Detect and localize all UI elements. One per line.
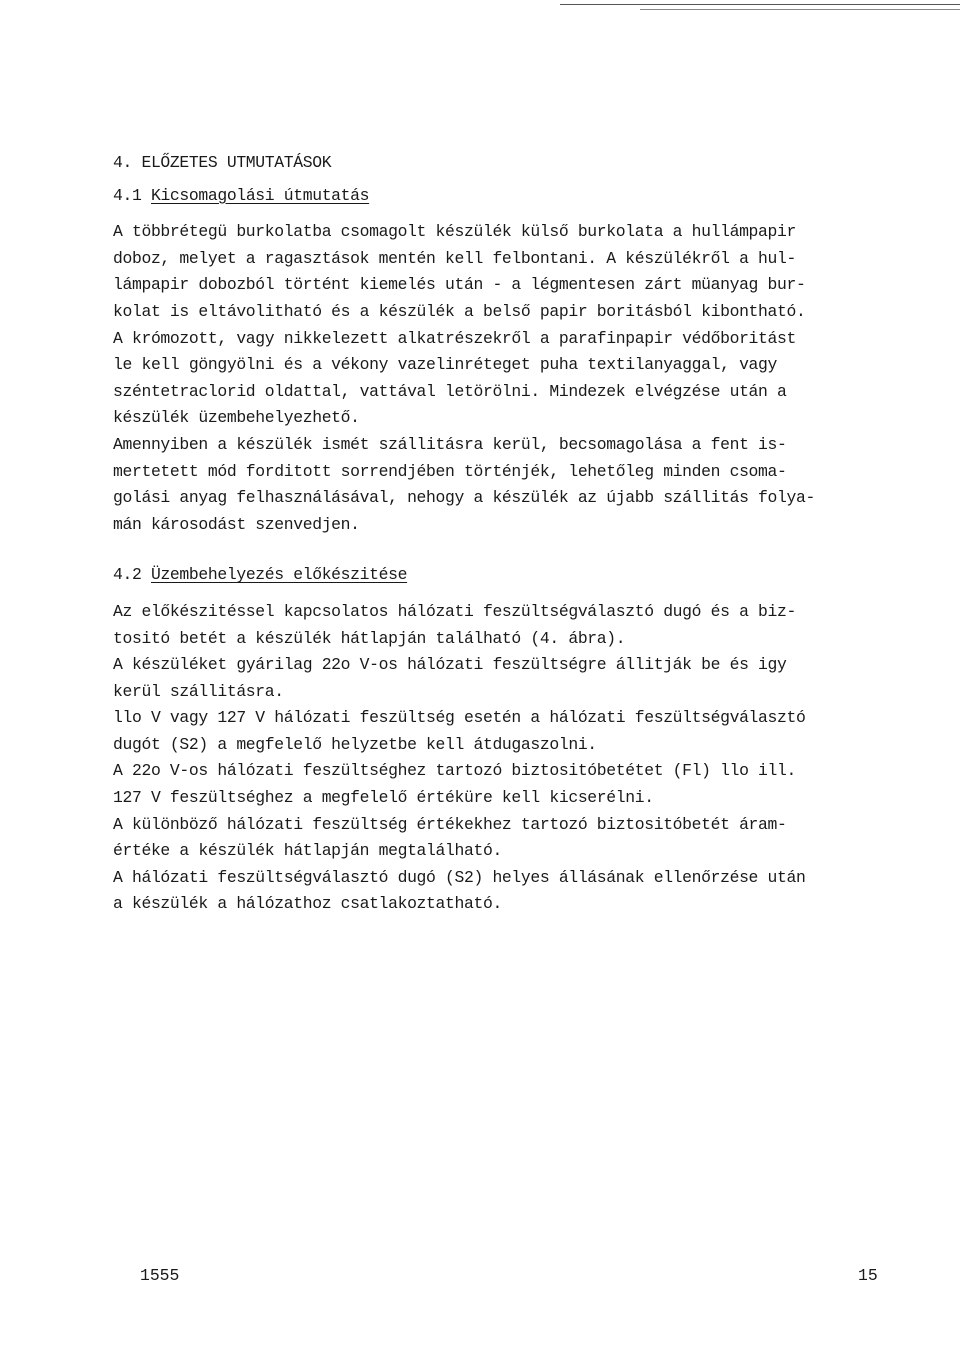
main-heading: 4. ELŐZETES UTMUTATÁSOK [113,153,332,172]
paragraph-line: a készülék a hálózathoz csatlakoztatható. [113,894,502,914]
paragraph-line: kolat is eltávolitható és a készülék a belső papir boritásból kibontható. [113,301,806,321]
paragraph-line: llo V vagy 127 V hálózati feszültség esetén a hálózati feszültségválasztó [113,708,806,728]
section-2-heading [113,562,913,589]
paragraph-line: készülék üzembehelyezhető. [113,408,360,428]
section-1-number: 4.1 [113,185,151,205]
paragraph-line: golási anyag felhasználásával, nehogy a készülék az újabb szállitás folya- [113,488,815,508]
section-1-heading [113,183,913,210]
paragraph-line: A többrétegü burkolatba csomagolt készülék külső burkolata a hullámpapir [113,222,796,242]
paragraph-line: értéke a készülék hátlapján megtalálható. [113,841,502,861]
paragraph-line: mertetett mód forditott sorrendjében történjék, lehetőleg minden csoma- [113,461,787,481]
paragraph-line: Amennyiben a készülék ismét szállitásra kerül, becsomagolása a fent is- [113,434,787,454]
paragraph-line: dugót (S2) a megfelelő helyzetbe kell átdugaszolni. [113,734,597,754]
paragraph-line: mán károsodást szenvedjen. [113,514,360,534]
paragraph-line: 127 V feszültséghez a megfelelő értéküre kell kicserélni. [113,788,654,808]
section-2-title: Üzembehelyezés előkészitése [150,565,408,585]
paragraph-line: Az előkészitéssel kapcsolatos hálózati feszültségválasztó dugó és a biz- [113,601,796,621]
paragraph-line: lámpapir dobozból történt kiemelés után - a légmentesen zárt müanyag bur- [113,275,806,295]
paragraph-line: tositó betét a készülék hátlapján található (4. ábra). [113,628,626,648]
section-1-body [113,219,913,538]
section-1-title: Kicsomagolási útmutatás [150,185,370,205]
paragraph-line: kerül szállitásra. [113,681,284,701]
section-2-body [113,599,913,918]
paragraph-line: A készüléket gyárilag 22o V-os hálózati feszültségre állitják be és igy [113,655,787,675]
paragraph-line: A krómozott, vagy nikkelezett alkatrészekről a parafinpapir védőboritást [113,328,796,348]
document-code: 1555 [140,1266,180,1285]
paragraph-line: A 22o V-os hálózati feszültséghez tartozó biztositóbetétet (Fl) llo ill. [113,761,796,781]
section-2-number: 4.2 [113,565,151,585]
top-edge-rule-secondary [640,9,960,10]
page-number: 15 [858,1266,878,1285]
paragraph-line: le kell göngyölni és a vékony vazelinréteget puha textilanyaggal, vagy [113,355,778,375]
document-page [113,150,913,918]
paragraph-line: A hálózati feszültségválasztó dugó (S2) helyes állásának ellenőrzése után [113,867,806,887]
paragraph-line: doboz, melyet a ragasztások mentén kell felbontani. A készülékről a hul- [113,248,796,268]
top-edge-rule [560,4,960,5]
paragraph-line: széntetraclorid oldattal, vattával letörölni. Mindezek elvégzése után a [113,381,787,401]
paragraph-line: A különböző hálózati feszültség értékekhez tartozó biztositóbetét áram- [113,814,787,834]
